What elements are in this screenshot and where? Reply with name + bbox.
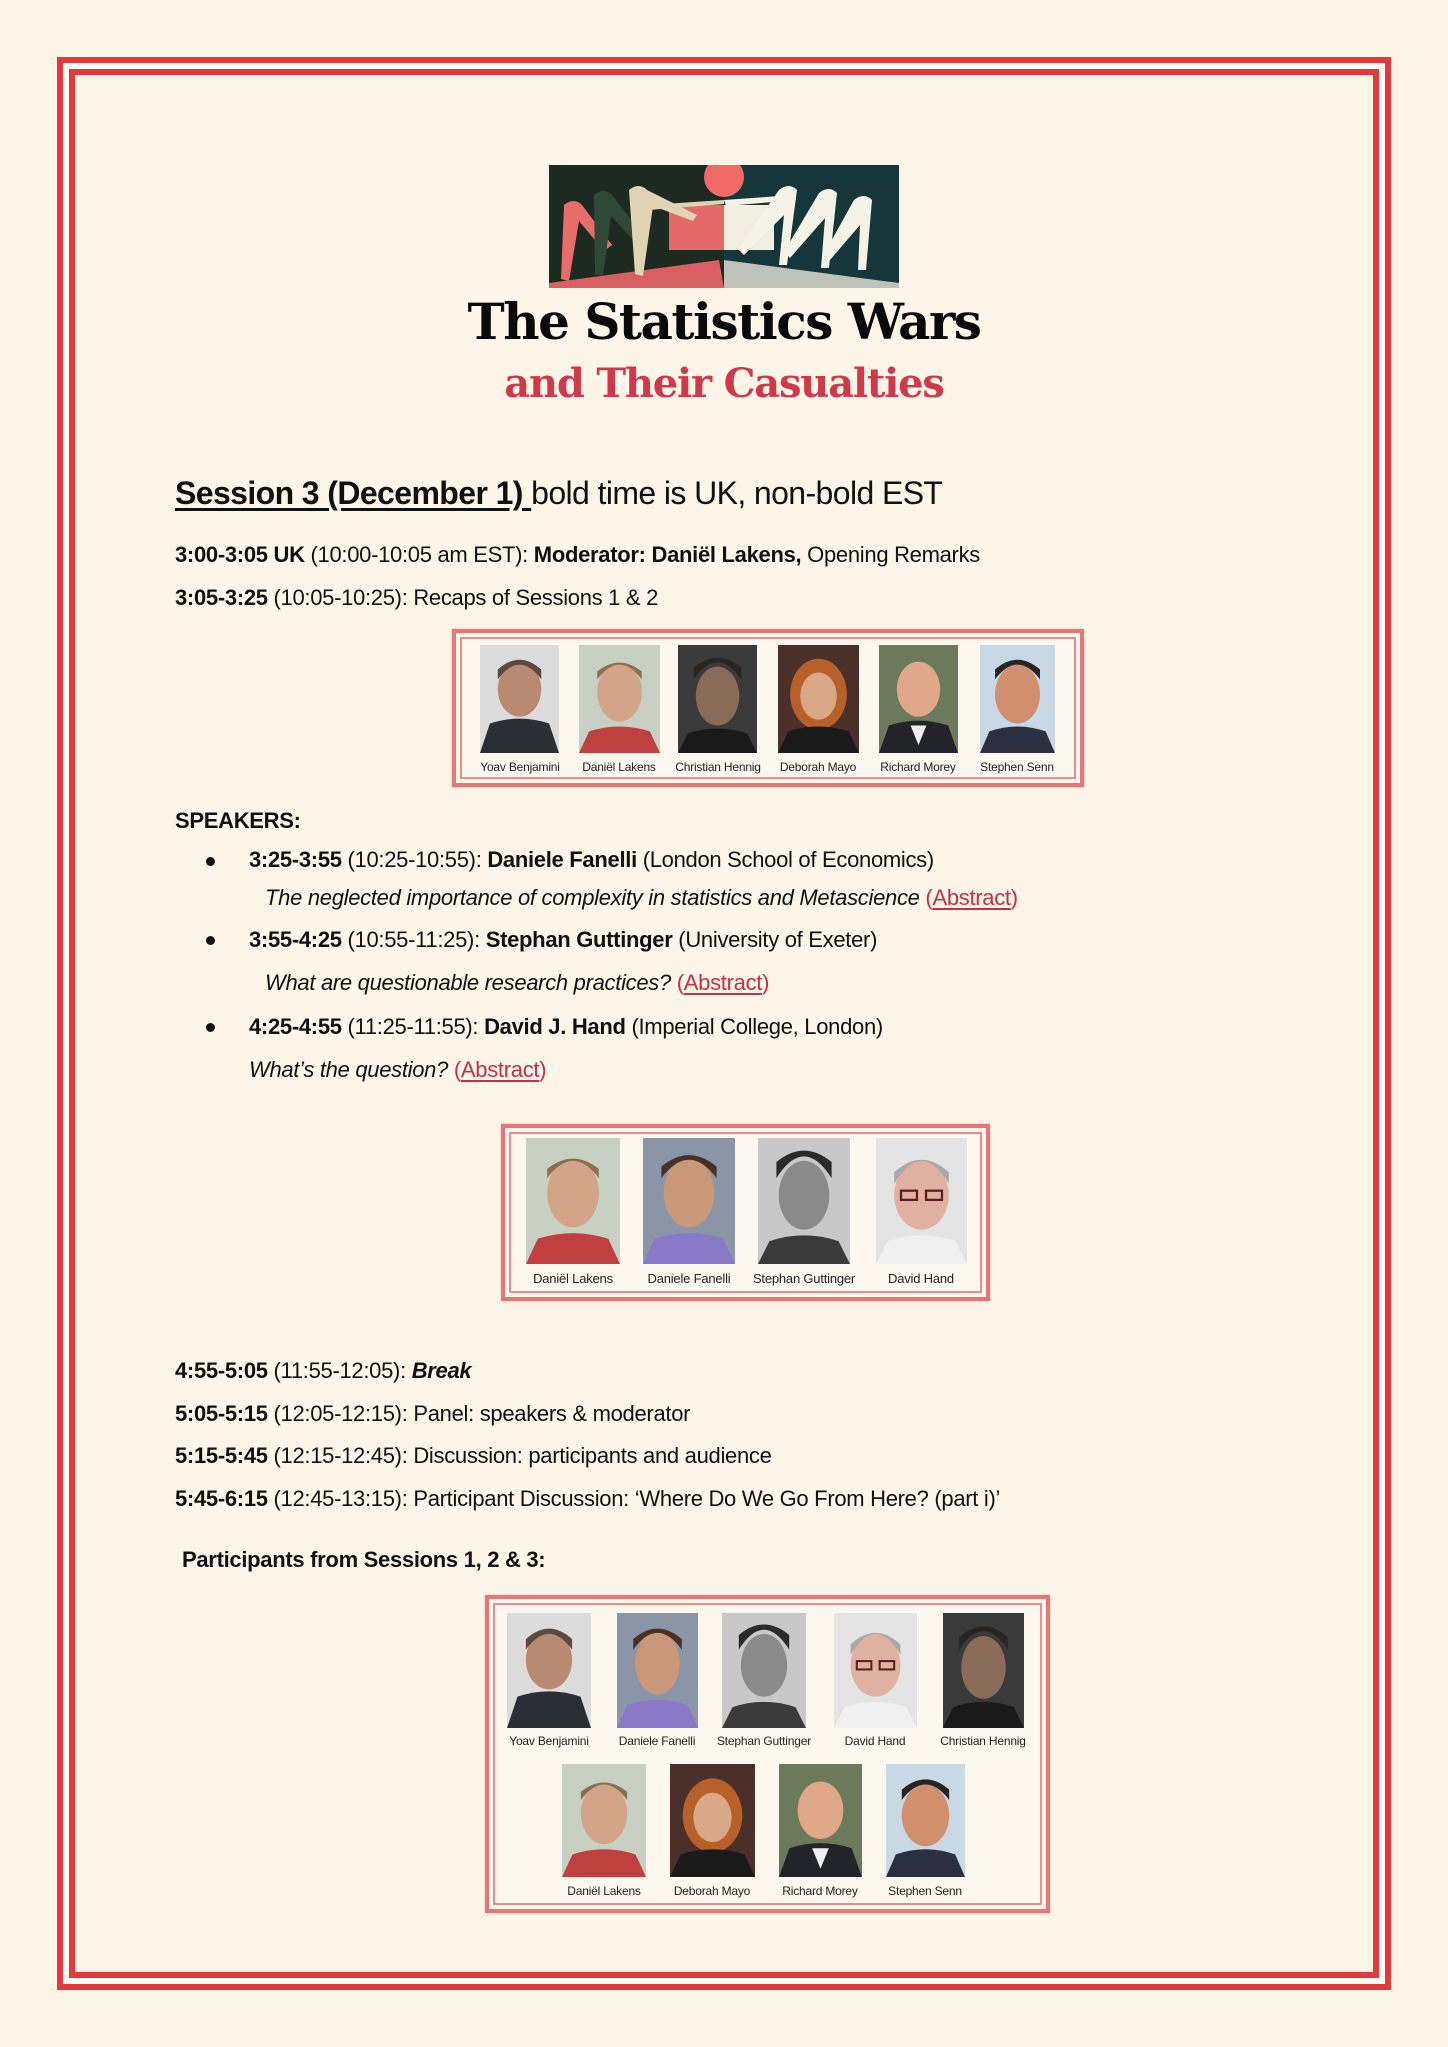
abstract-link-fanelli[interactable]: Abstract — [932, 885, 1011, 910]
time-est: (12:05-12:15): — [267, 1401, 414, 1426]
bullet-icon — [206, 936, 215, 945]
time-uk: 4:25-4:55 — [249, 1014, 342, 1039]
time-uk: 5:45-6:15 — [175, 1486, 268, 1511]
photo-stephan-guttinger — [722, 1613, 806, 1728]
photo-stephen-senn — [980, 645, 1055, 753]
time-uk: 4:55-5:05 — [175, 1358, 268, 1383]
talk-title-hand — [249, 1056, 546, 1084]
photo-caption: David Hand — [844, 1734, 906, 1748]
photo-caption: Richard Morey — [782, 1884, 858, 1898]
participants-heading: Participants from Sessions 1, 2 & 3: — [182, 1547, 546, 1572]
speaker-line-fanelli — [249, 846, 934, 874]
speaker-name: Daniele Fanelli — [487, 847, 637, 872]
photo-daniel-lakens — [562, 1764, 646, 1877]
photo-deborah-mayo — [778, 645, 859, 753]
photo-david-hand — [876, 1138, 967, 1264]
time-uk: 3:00-3:05 UK — [175, 542, 305, 567]
time-uk: 5:15-5:45 — [175, 1443, 268, 1468]
photo-richard-morey — [879, 645, 958, 753]
photo-daniel-lakens — [526, 1138, 620, 1264]
paren-open: ( — [676, 970, 684, 995]
speakers-heading: SPEAKERS: — [175, 808, 301, 833]
photo-caption: Daniël Lakens — [533, 1271, 613, 1286]
photo-richard-morey — [779, 1764, 862, 1877]
photo-daniel-lakens — [579, 645, 660, 753]
time-est: (12:15-12:45): — [267, 1443, 414, 1468]
paren-close: ) — [762, 970, 770, 995]
schedule-line-participant-discussion — [175, 1485, 1000, 1513]
photo-yoav-benjamini — [480, 645, 559, 753]
schedule-line-break — [175, 1357, 471, 1385]
photo-yoav-benjamini — [507, 1613, 591, 1728]
time-est: (12:45-13:15): — [267, 1486, 414, 1511]
photo-caption: Stephan Guttinger — [752, 1271, 856, 1286]
speaker-name: David J. Hand — [484, 1014, 626, 1039]
photo-caption: Deborah Mayo — [673, 1884, 751, 1898]
time-est: (10:55-11:25): — [341, 927, 486, 952]
photo-caption: Stephen Senn — [980, 760, 1054, 774]
time-uk: 3:05-3:25 — [175, 585, 268, 610]
schedule-desc: Panel: speakers & moderator — [413, 1401, 691, 1426]
time-est: (10:00-10:05 am EST): — [304, 542, 534, 567]
photo-caption: Daniele Fanelli — [618, 1734, 696, 1748]
page-title: The Statistics Wars — [467, 292, 981, 351]
photo-caption: Christian Hennig — [940, 1734, 1026, 1748]
abstract-link-guttinger[interactable]: Abstract — [683, 970, 763, 995]
schedule-line-panel — [175, 1400, 690, 1428]
paren-close: ) — [539, 1057, 547, 1082]
schedule-line-discussion — [175, 1442, 772, 1470]
schedule-line-opening — [175, 541, 980, 569]
photo-david-hand — [834, 1613, 917, 1728]
speaker-affiliation: (Imperial College, London) — [625, 1014, 883, 1039]
photo-stephan-guttinger — [758, 1138, 850, 1264]
photo-christian-hennig — [678, 645, 757, 753]
photo-caption: Yoav Benjamini — [480, 760, 560, 774]
photo-caption: Richard Morey — [880, 760, 956, 774]
time-uk: 5:05-5:15 — [175, 1401, 268, 1426]
speaker-affiliation: (London School of Economics) — [636, 847, 934, 872]
photo-daniele-fanelli — [643, 1138, 735, 1264]
photo-stephen-senn — [886, 1764, 965, 1877]
schedule-desc: Recaps of Sessions 1 & 2 — [413, 585, 659, 610]
schedule-desc: Break — [411, 1358, 472, 1383]
photo-caption: Daniele Fanelli — [647, 1271, 731, 1286]
session-heading-note: bold time is UK, non-bold EST — [531, 475, 943, 511]
speaker-line-hand — [249, 1013, 883, 1041]
time-est: (10:05-10:25): — [267, 585, 414, 610]
moderator-label: Moderator: Daniël Lakens, — [533, 542, 802, 567]
bullet-icon — [206, 1023, 215, 1032]
abstract-link-hand[interactable]: Abstract — [460, 1057, 540, 1082]
photo-caption: Christian Hennig — [675, 760, 761, 774]
paren-open: ( — [925, 885, 933, 910]
tug-of-war-logo-image — [549, 165, 899, 288]
talk-title-fanelli — [265, 884, 1018, 912]
schedule-desc: Participant Discussion: ‘Where Do We Go From Here? (part i)’ — [413, 1486, 1001, 1511]
photo-caption: Stephan Guttinger — [716, 1734, 811, 1748]
schedule-desc: Opening Remarks — [801, 542, 980, 567]
talk-title: The neglected importance of complexity in statistics and Metascience — [265, 885, 926, 910]
talk-title: What’s the question? — [249, 1057, 454, 1082]
session-heading-label: Session 3 (December 1) — [175, 475, 532, 511]
session-heading — [175, 473, 942, 513]
photo-caption: Stephen Senn — [888, 1884, 962, 1898]
schedule-line-recaps — [175, 584, 658, 612]
photo-caption: Daniël Lakens — [567, 1884, 641, 1898]
photo-caption: Yoav Benjamini — [509, 1734, 589, 1748]
talk-title: What are questionable research practices? — [265, 970, 677, 995]
speaker-name: Stephan Guttinger — [485, 927, 673, 952]
photo-caption: David Hand — [888, 1271, 954, 1286]
schedule-desc: Discussion: participants and audience — [413, 1443, 772, 1468]
bullet-icon — [206, 857, 215, 866]
photo-caption: Daniël Lakens — [582, 760, 656, 774]
time-est: (10:25-10:55): — [341, 847, 488, 872]
time-uk: 3:55-4:25 — [249, 927, 342, 952]
photo-daniele-fanelli — [617, 1613, 698, 1728]
talk-title-guttinger — [265, 969, 769, 997]
speaker-affiliation: (University of Exeter) — [672, 927, 878, 952]
time-est: (11:55-12:05): — [267, 1358, 412, 1383]
time-est: (11:25-11:55): — [341, 1014, 485, 1039]
time-uk: 3:25-3:55 — [249, 847, 342, 872]
paren-close: ) — [1010, 885, 1018, 910]
page-subtitle: and Their Casualties — [504, 360, 944, 407]
speaker-line-guttinger — [249, 926, 877, 954]
paren-open: ( — [453, 1057, 461, 1082]
photo-christian-hennig — [943, 1613, 1024, 1728]
photo-deborah-mayo — [670, 1764, 755, 1877]
photo-caption: Deborah Mayo — [779, 760, 857, 774]
